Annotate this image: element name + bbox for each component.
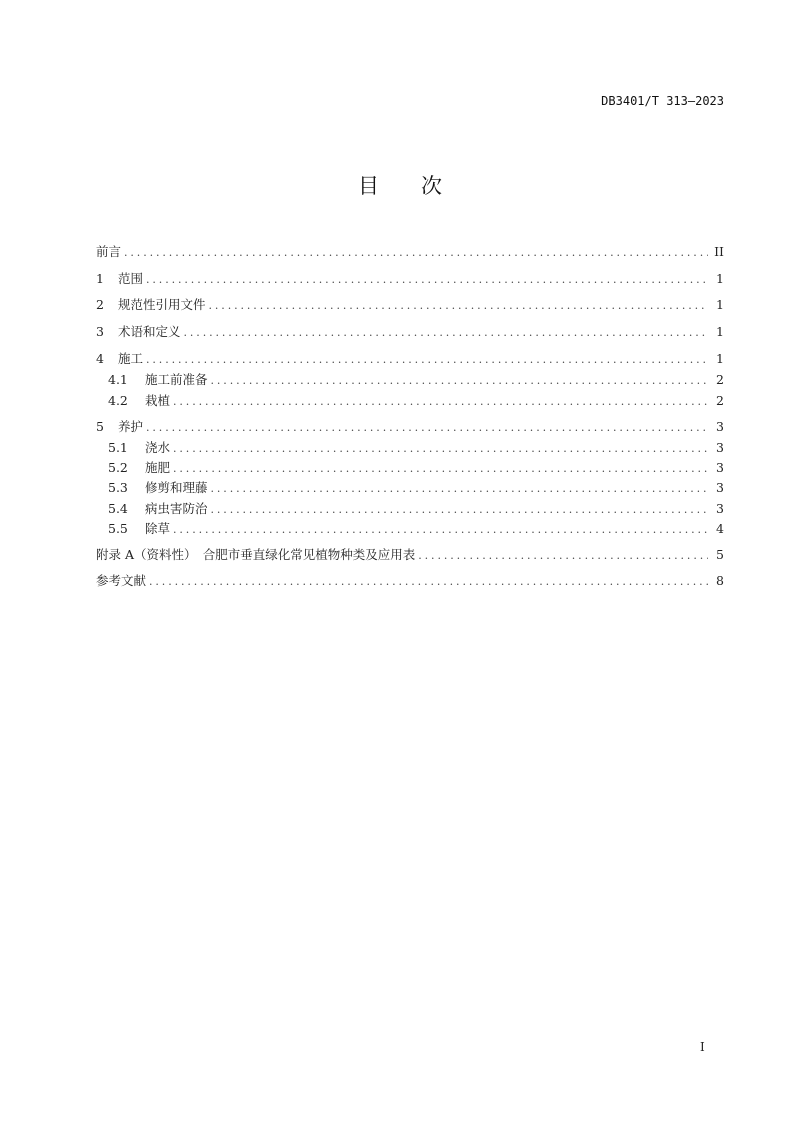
toc-page: 1	[716, 297, 724, 312]
toc-label: 病虫害防治	[145, 501, 208, 516]
title-char-2: 次	[421, 174, 442, 198]
toc-label: 施工	[118, 351, 144, 366]
toc-page: II	[714, 244, 724, 259]
leader-dots	[146, 271, 708, 289]
toc-page: 3	[716, 501, 724, 516]
toc-number: 4.2	[108, 393, 128, 408]
leader-dots	[146, 351, 708, 369]
toc-label: 浇水	[145, 440, 171, 455]
toc-entry-terms[interactable]	[96, 323, 724, 341]
leader-dots	[184, 324, 708, 342]
toc-page: 5	[716, 547, 724, 562]
toc-number: 4.1	[108, 372, 128, 387]
toc-label: 前言	[96, 244, 122, 259]
toc-entry-5-4[interactable]	[108, 500, 724, 518]
leader-dots	[173, 393, 708, 411]
toc-number: 1	[96, 271, 104, 286]
toc-page: 2	[716, 393, 724, 408]
toc-number: 4	[96, 351, 104, 366]
toc-page: 3	[716, 440, 724, 455]
toc-entry-4-1[interactable]	[108, 371, 724, 389]
toc-number: 5.2	[108, 460, 128, 475]
toc-entry-5-2[interactable]	[108, 459, 724, 477]
toc-page: 1	[716, 351, 724, 366]
leader-dots	[211, 501, 708, 519]
toc-number: 5.4	[108, 501, 128, 516]
toc-entry-construction[interactable]	[96, 350, 724, 368]
leader-dots	[173, 440, 708, 458]
toc-page: 3	[716, 419, 724, 434]
leader-dots	[173, 460, 708, 478]
leader-dots	[149, 573, 708, 591]
title-char-1: 目	[358, 174, 379, 198]
toc-number: 5.1	[108, 440, 128, 455]
leader-dots	[124, 244, 708, 262]
page-title	[0, 170, 800, 200]
toc-entry-4-2[interactable]	[108, 392, 724, 410]
toc-label: 施肥	[145, 460, 171, 475]
toc-page: 1	[716, 324, 724, 339]
toc-entry-scope[interactable]	[96, 270, 724, 288]
toc-page: 4	[716, 521, 724, 536]
toc-page: 2	[716, 372, 724, 387]
toc-label: 栽植	[145, 393, 171, 408]
document-code: DB3401/T 313—2023	[601, 94, 724, 108]
toc-entry-bibliography[interactable]	[96, 572, 724, 590]
leader-dots	[418, 547, 708, 565]
toc-label: 附录 A（资料性） 合肥市垂直绿化常见植物种类及应用表	[96, 547, 416, 562]
toc-label: 修剪和理藤	[145, 480, 208, 495]
toc-number: 5	[96, 419, 104, 434]
toc-label: 范围	[118, 271, 144, 286]
toc-label: 施工前准备	[145, 372, 208, 387]
toc-entry-foreword[interactable]	[96, 243, 724, 261]
toc-number: 3	[96, 324, 104, 339]
toc-number: 5.3	[108, 480, 128, 495]
leader-dots	[173, 521, 708, 539]
toc-entry-normative-references[interactable]	[96, 296, 724, 314]
toc-label: 养护	[118, 419, 144, 434]
toc-label: 规范性引用文件	[118, 297, 206, 312]
toc-entry-5-1[interactable]	[108, 439, 724, 457]
toc-number: 2	[96, 297, 104, 312]
leader-dots	[146, 419, 708, 437]
toc-label: 参考文献	[96, 573, 147, 588]
toc-page: 3	[716, 480, 724, 495]
toc-entry-appendix-a[interactable]	[96, 546, 724, 564]
page-number: I	[700, 1040, 705, 1054]
toc-entry-5-3[interactable]	[108, 479, 724, 497]
toc-label: 除草	[145, 521, 171, 536]
leader-dots	[211, 372, 708, 390]
toc-page: 1	[716, 271, 724, 286]
toc-label: 术语和定义	[118, 324, 181, 339]
leader-dots	[209, 297, 708, 315]
toc-page: 3	[716, 460, 724, 475]
toc-number: 5.5	[108, 521, 128, 536]
toc-entry-maintenance[interactable]	[96, 418, 724, 436]
toc-entry-5-5[interactable]	[108, 520, 724, 538]
toc-page: 8	[716, 573, 724, 588]
leader-dots	[211, 480, 708, 498]
